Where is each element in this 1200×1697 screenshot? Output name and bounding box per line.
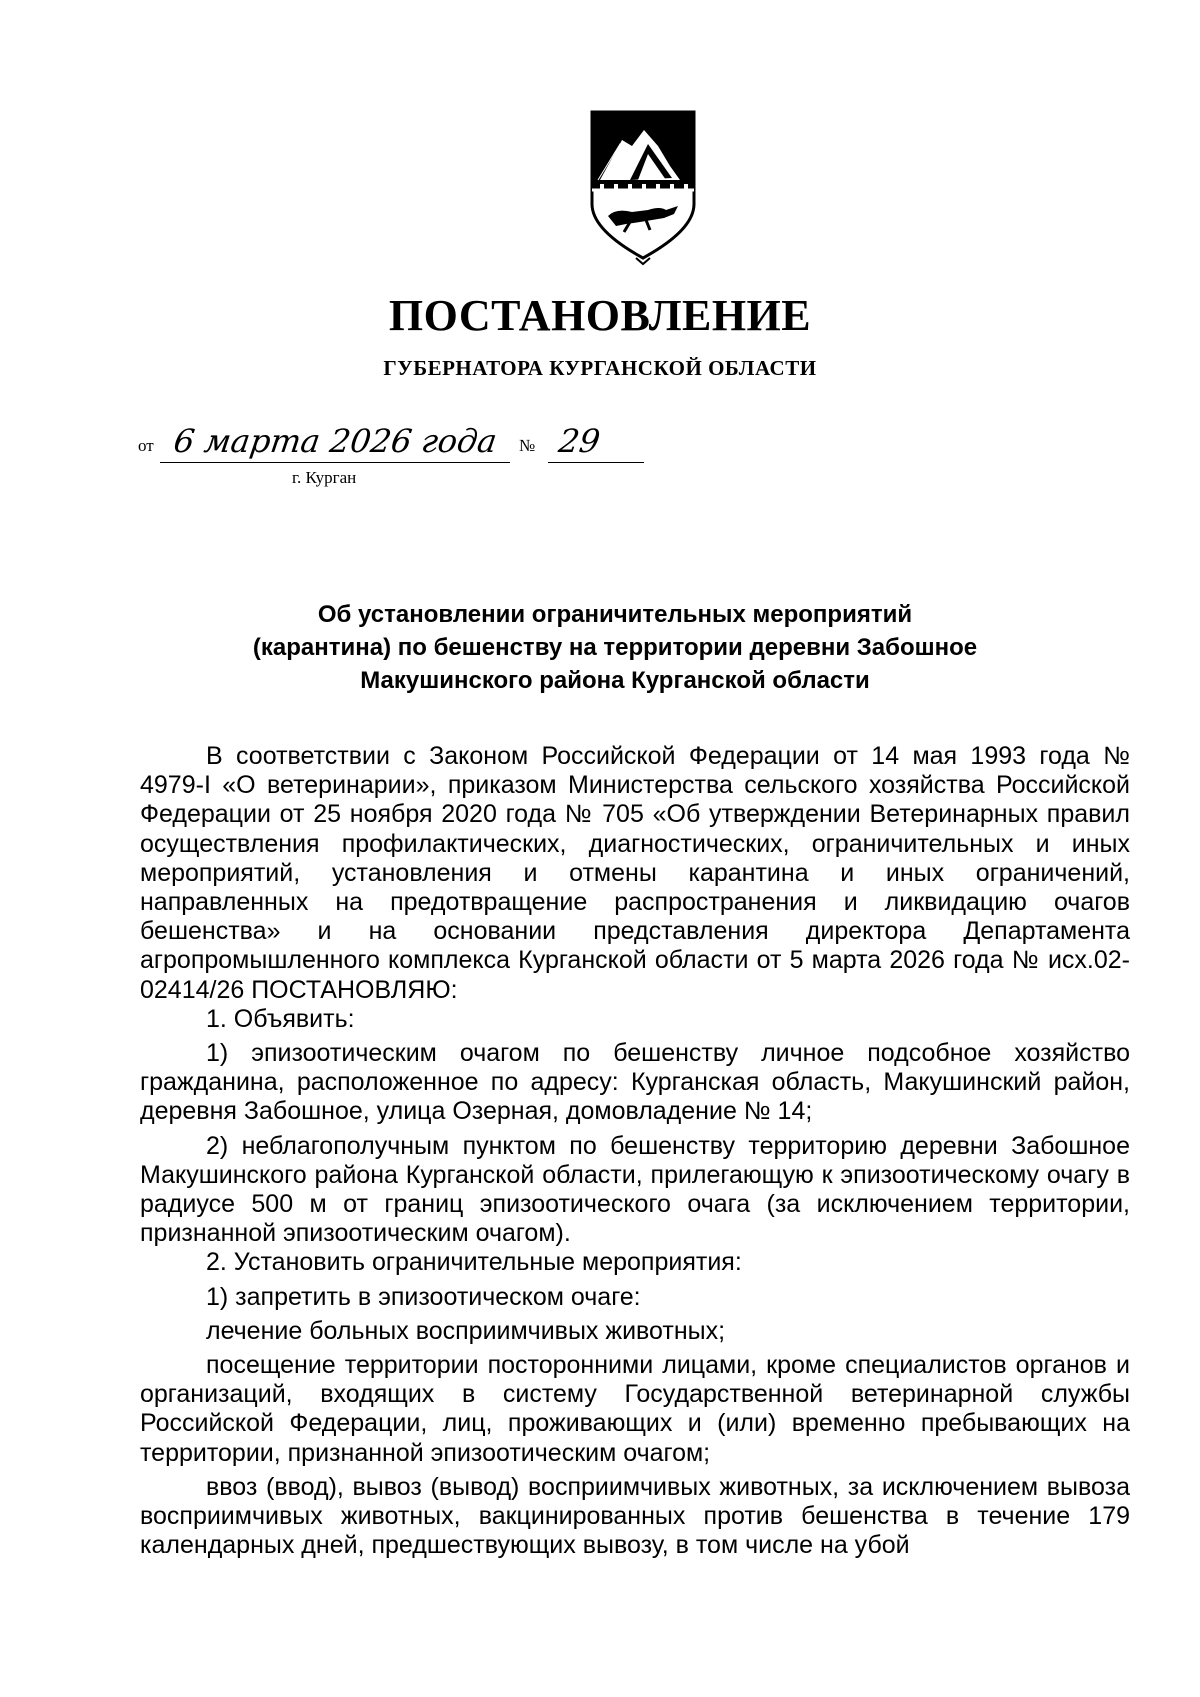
coat-of-arms-icon	[586, 108, 700, 266]
title-line: Макушинского района Курганской области	[360, 667, 870, 694]
clause-2: 2. Установить ограничительные мероприятия:	[206, 1248, 742, 1277]
document-body	[140, 742, 1130, 1560]
number-underline	[548, 462, 644, 463]
clause-1-1: 1) эпизоотическим очагом по бешенству личное подсобное хозяйство гражданина, расположенное по адресу: Курганская область, Макушинский район, деревня Забошное, улица Озерная, домовладение № 14;	[140, 1039, 1130, 1126]
issuer-heading: ГУБЕРНАТОРА КУРГАНСКОЙ ОБЛАСТИ	[383, 356, 817, 380]
clause-2-1-b: посещение территории посторонними лицами, кроме специалистов органов и организаций, входящих в систему Государственной ветеринарной службы Российской Федерации, лиц, проживающих и (или) временно пребывающих на территории, признанной эпизоотическим очагом;	[140, 1351, 1130, 1467]
clause-1: 1. Объявить:	[206, 1004, 355, 1033]
clause-2-1-c: ввоз (ввод), вывоз (вывод) восприимчивых животных, за исключением вывоза восприимчивых животных, вакцинированных против бешенства в течение 179 календарных дней, предшествующих вывозу, в том числе на убой	[140, 1472, 1130, 1560]
handwritten-date: 6 марта 2026 года	[171, 422, 500, 460]
date-number-block	[138, 422, 698, 488]
date-label: от	[138, 436, 154, 455]
date-underline	[160, 462, 510, 463]
handwritten-number: 29	[556, 422, 603, 460]
document-title	[150, 598, 1080, 697]
clause-1-2: 2) неблагополучным пунктом по бешенству территорию деревни Забошное Макушинского района Курганской области, прилегающую к эпизоотическому очагу в радиусе 500 м от границ эпизоотического очага (за исключением территории, признанной эпизоотическим очагом).	[140, 1131, 1130, 1248]
preamble-paragraph: В соответствии с Законом Российской Федерации от 14 мая 1993 года № 4979-I «О ветеринарии», приказом Министерства сельского хозяйства Российской Федерации от 25 ноября 2020 года № 705 «Об утверждении Ветеринарных правил осуществления профилактических, диагностических, ограничительных и иных мероприятий, установления и отмены карантина и иных ограничений, направленных на предотвращение распространения и ликвидацию очагов бешенства» и на основании представления директора Департамента агропромышленного комплекса Курганской области от 5 марта 2026 года № исх.02-02414/26 ПОСТАНОВЛЯЮ:	[140, 742, 1130, 1004]
clause-2-1: 1) запретить в эпизоотическом очаге:	[206, 1282, 641, 1311]
document-type-heading: ПОСТАНОВЛЕНИЕ	[388, 291, 812, 340]
number-label: №	[519, 436, 536, 455]
city-label: г. Курган	[292, 468, 357, 487]
title-line: (карантина) по бешенству на территории деревни Забошное	[252, 634, 978, 661]
title-line: Об установлении ограничительных мероприятий	[317, 601, 913, 628]
clause-2-1-a: лечение больных восприимчивых животных;	[206, 1316, 726, 1345]
